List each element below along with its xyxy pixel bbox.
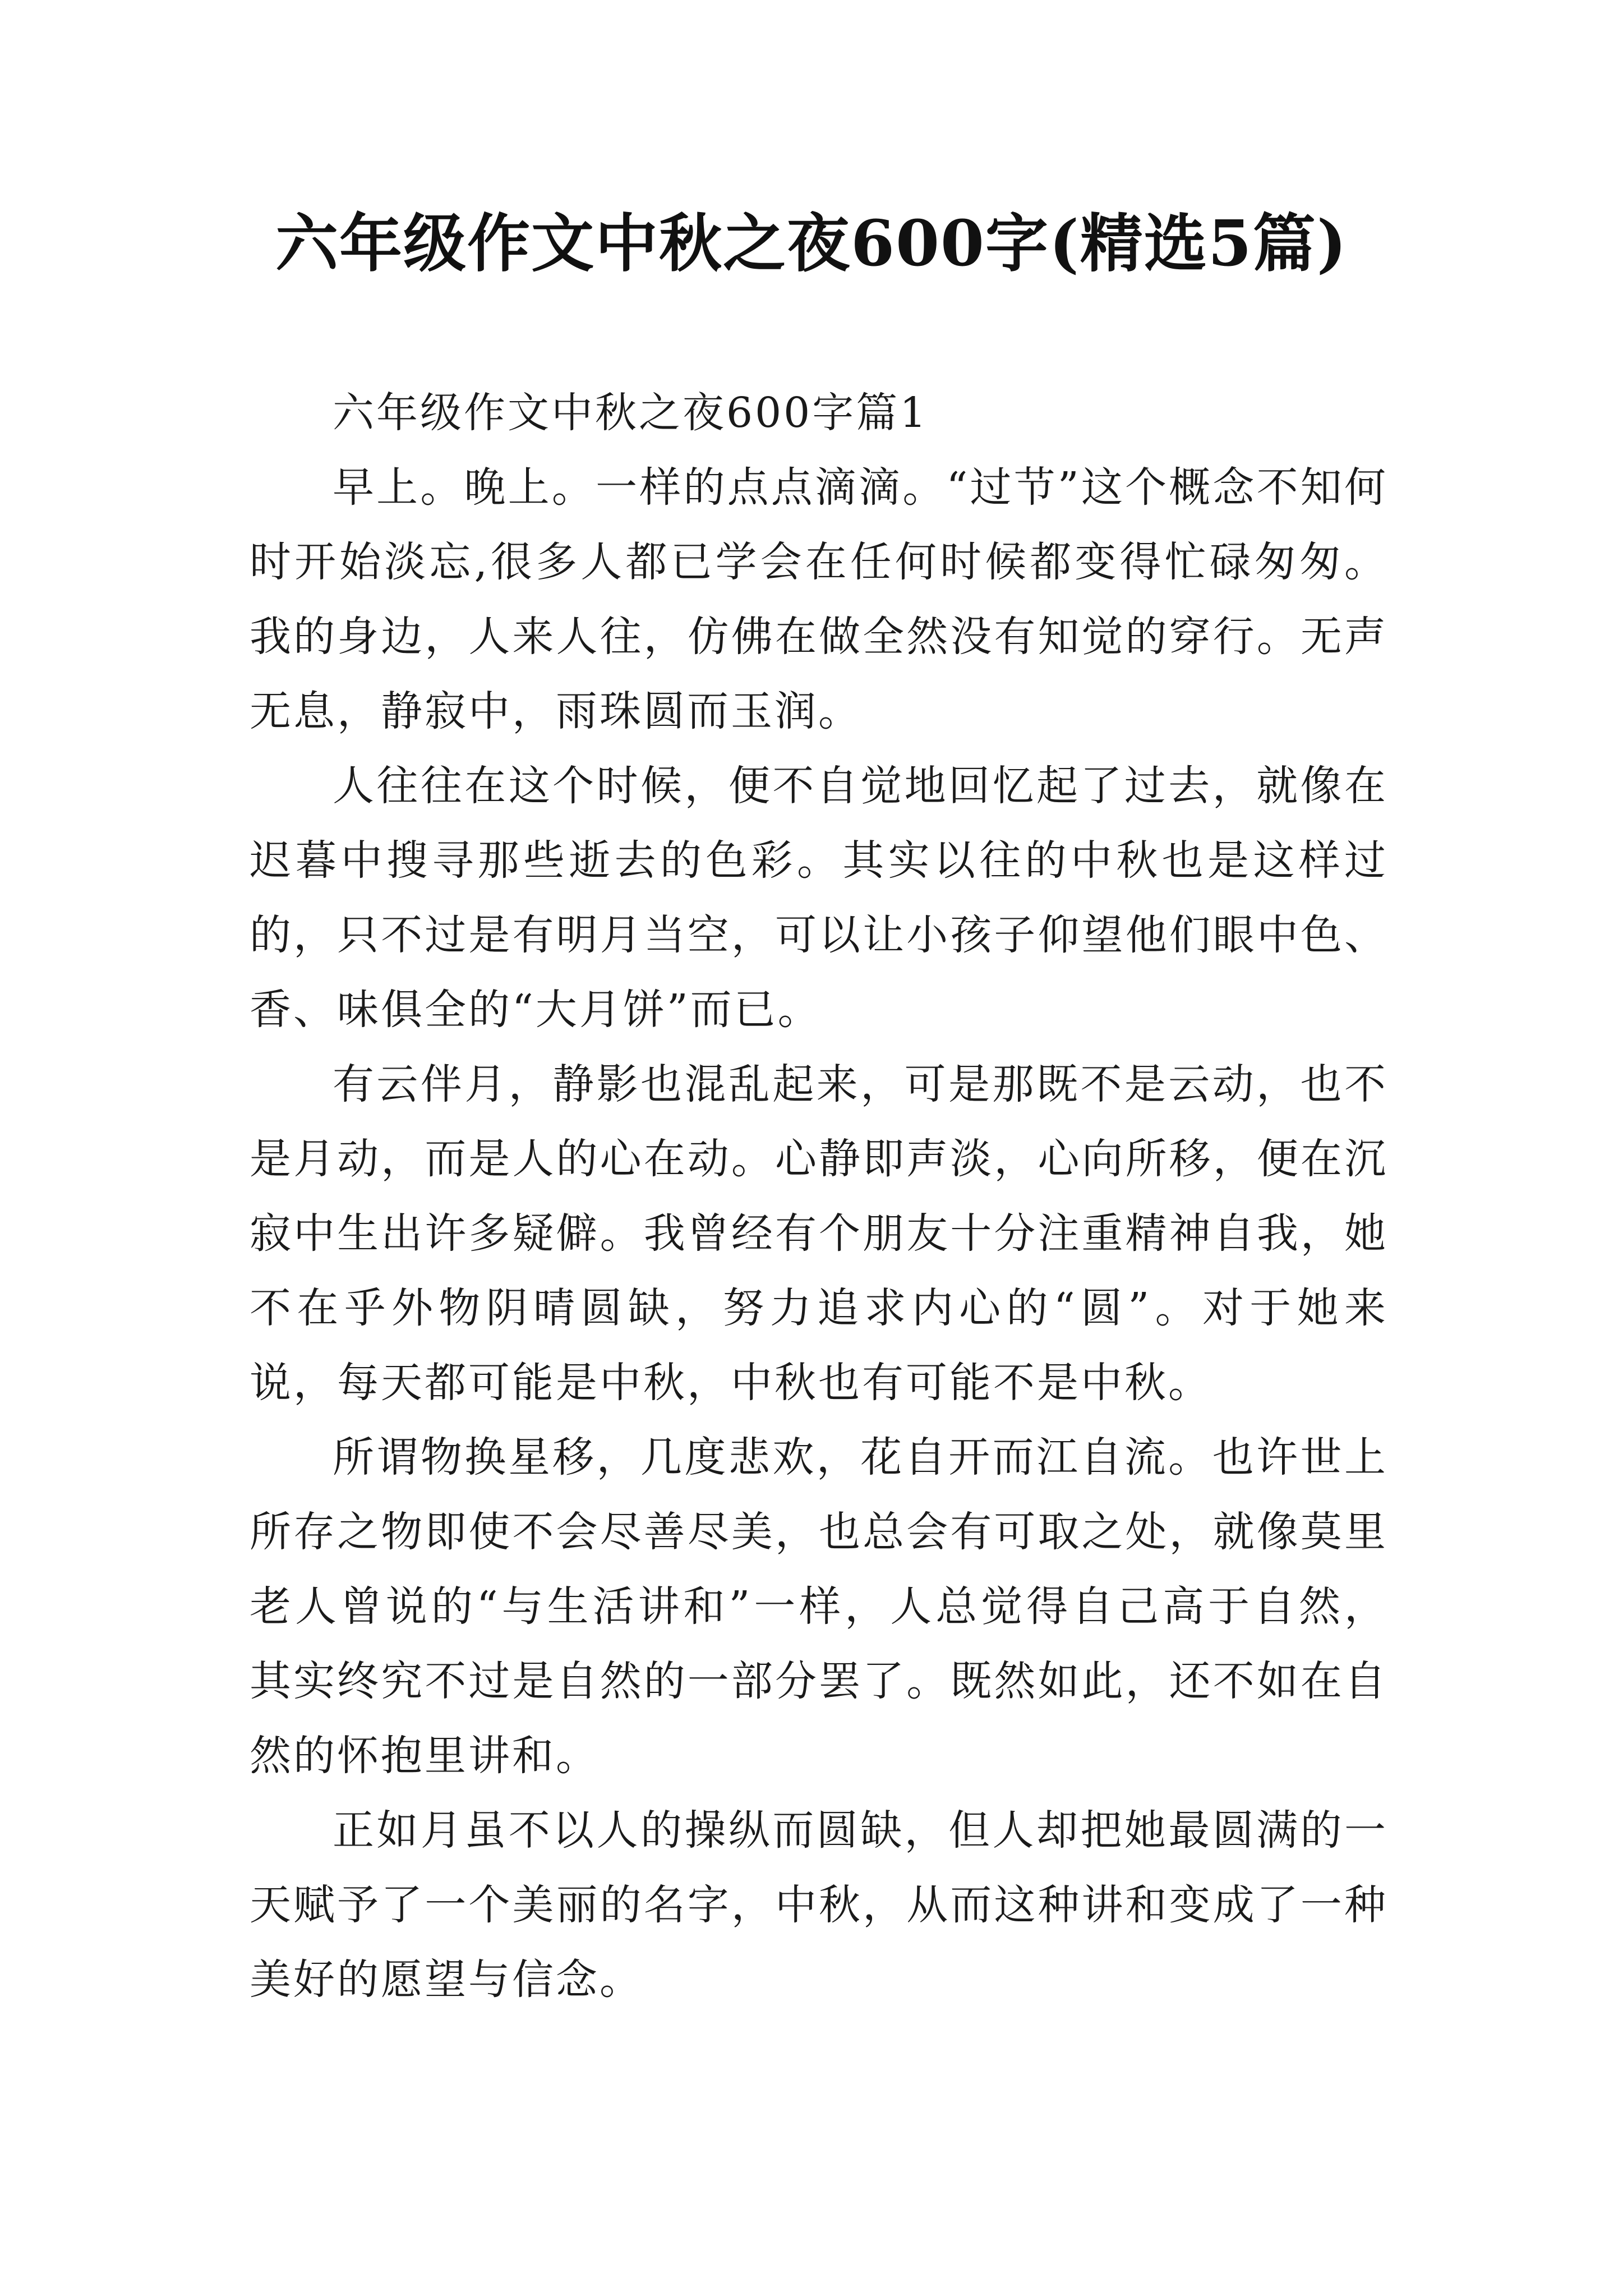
paragraph: 人往往在这个时候，便不自觉地回忆起了过去，就像在迟暮中搜寻那些逝去的色彩。其实以往的中秋也是这样过的，只不过是有明月当空，可以让小孩子仰望他们眼中色、香、味俱全的“大月饼”而已。: [250, 762, 1388, 1034]
paragraph: 早上。晚上。一样的点点滴滴。“过节”这个概念不知何时开始淡忘,很多人都已学会在任何时候都变得忙碌匆匆。我的身边，人来人往，仿佛在做全然没有知觉的穿行。无声无息，静寂中，雨珠圆而玉润。: [250, 463, 1388, 735]
document-title: 六年级作文中秋之夜600字(精选5篇): [275, 207, 1348, 280]
document-body: [250, 376, 1388, 2017]
paragraph: 有云伴月，静影也混乱起来，可是那既不是云动，也不是月动，而是人的心在动。心静即声淡，心向所移，便在沉寂中生出许多疑僻。我曾经有个朋友十分注重精神自我，她不在乎外物阴晴圆缺，努力追求内心的“圆”。对于她来说，每天都可能是中秋，中秋也有可能不是中秋。: [250, 1060, 1388, 1407]
paragraph: 正如月虽不以人的操纵而圆缺，但人却把她最圆满的一天赋予了一个美丽的名字，中秋，从而这种讲和变成了一种美好的愿望与信念。: [250, 1806, 1388, 2004]
section-heading: 六年级作文中秋之夜600字篇1: [333, 389, 929, 437]
paragraph: 所谓物换星移，几度悲欢，花自开而江自流。也许世上所存之物即使不会尽善尽美，也总会有可取之处，就像莫里老人曾说的“与生活讲和”一样，人总觉得自己高于自然，其实终究不过是自然的一部分罢了。既然如此，还不如在自然的怀抱里讲和。: [250, 1433, 1388, 1780]
